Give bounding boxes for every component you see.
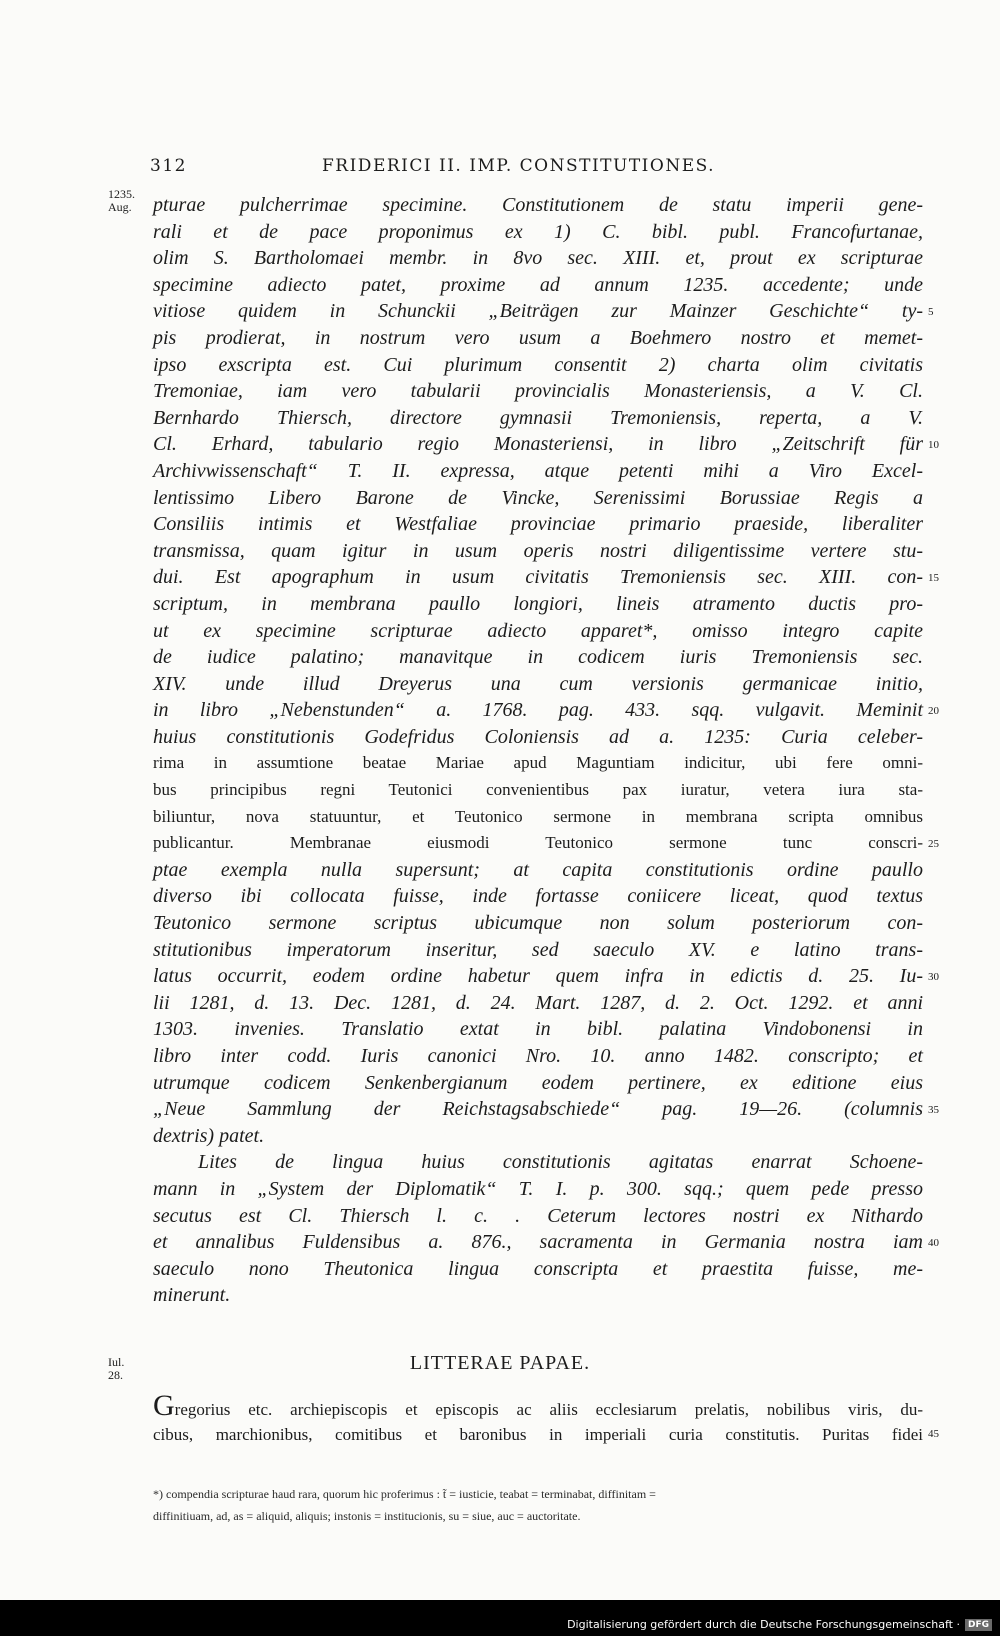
footnote [153,1483,923,1527]
text-line: rali et de pace proponimus ex 1) C. bibl. publ. Francofurtanae, [153,220,923,243]
text-line: ut ex specimine scripturae adiecto apparet*, omisso integro capite [153,619,923,642]
running-title: FRIDERICI II. IMP. CONSTITUTIONES. [322,156,716,176]
letter-text [153,1389,923,1448]
digitization-credit [567,1618,992,1631]
text-line: scriptum, in membrana paullo longiori, lineis atramento ductis pro- [153,592,923,615]
text-line: de iudice palatino; manavitque in codicem iuris Tremoniensis sec. [153,646,923,669]
text-line: latus occurrit, eodem ordine habetur quem infra in edictis d. 25. Iu- [153,965,923,988]
text-line: et annalibus Fuldensibus a. 876., sacramenta in Germania nostra iam [153,1231,923,1254]
text-line: pis prodierat, in nostrum vero usum a Boehmero nostro et memet- [153,326,923,349]
text-line: specimine adiecto patet, proxime ad annum 1235. accedente; unde [153,273,923,296]
credit-text: Digitalisierung gefördert durch die Deutsche Forschungsgemeinschaft · [567,1618,960,1631]
text-line: Archivwissenschaft“ T. II. expressa, atque petenti mihi a Viro Excel- [153,459,923,482]
page-number: 312 [150,156,187,176]
text-line: secutus est Cl. Thiersch l. c. . Ceterum lectores nostri ex Nithardo [153,1204,923,1227]
text-line: Bernhardo Thiersch, directore gymnasii Tremoniensis, reperta, a V. [153,406,923,429]
text-line: libro inter codd. Iuris canonici Nro. 10. anno 1482. conscripto; et [153,1045,923,1067]
text-line: dextris) patet. [153,1124,265,1147]
line-number: 30 [928,971,939,984]
line-number: 10 [928,439,939,452]
text-line: bus principibus regni Teutonici convenientibus pax iuratur, vetera iura sta- [153,780,923,800]
text-line: olim S. Bartholomaei membr. in 8vo sec. XIII. et, prout ex scripturae [153,247,923,270]
section-margin-day: 28. [108,1368,123,1382]
text-line: Cl. Erhard, tabulario regio Monasteriensi, in libro „Zeitschrift für [153,433,923,456]
text-line: publicantur. Membranae eiusmodi Teutonico sermone tunc conscri- [153,833,923,853]
text-line: pturae pulcherrimae specimine. Constitutionem de statu imperii gene- [153,194,923,216]
text-line: Teutonico sermone scriptus ubicumque non solum posteriorum con- [153,912,923,935]
running-header [150,156,920,180]
margin-year: 1235. [108,187,135,201]
line-number: 45 [928,1428,939,1440]
text-line: Consiliis intimis et Westfaliae provinciae primario praeside, liberaliter [153,513,923,536]
section-title: LITTERAE PAPAE. [409,1352,591,1374]
margin-date [108,188,135,214]
section-margin-month: Iul. [108,1355,125,1369]
footnote-line: *) compendia scripturae haud rara, quorum hic proferimus : t̃ = iusticie, teabat = terminabat, diffinitam = [153,1487,656,1501]
text-line: ipso exscripta est. Cui plurimum consentit 2) charta olim civitatis [153,353,923,376]
text-line: mann in „System der Diplomatik“ T. I. p. 300. sqq.; quem pede presso [153,1177,923,1200]
text-line: rima in assumtione beatae Mariae apud Maguntiam indicitur, ubi fere omni- [153,753,923,773]
text-line: utrumque codicem Senkenbergianum eodem pertinere, ex editione eius [153,1071,923,1094]
text-line: transmissa, quam igitur in usum operis nostri diligentissime vertere stu- [153,539,923,562]
text-line: Lites de lingua huius constitutionis agitatas enarrat Schoene- [198,1151,923,1174]
line-number: 15 [928,572,939,585]
text-line: lentissimo Libero Barone de Vincke, Serenissimi Borussiae Regis a [153,486,923,509]
text-line: Tremoniae, iam vero tabularii provincialis Monasteriensis, a V. Cl. [153,380,923,403]
letter-line: cibus, marchionibus, comitibus et baronibus in imperiali curia constitutis. Puritas fidei [153,1425,923,1444]
text-line: ptae exempla nulla supersunt; at capita constitutionis ordine paullo [153,858,923,881]
footnote-line: diffinitiuam, ad, as = aliquid, aliquis; instonis = institucionis, su = siue, auc = auctoritate. [153,1509,581,1523]
main-text [153,192,923,1309]
text-line: huius constitutionis Godefridus Coloniensis ad a. 1235: Curia celeber- [153,725,923,748]
text-line: biliuntur, nova statuuntur, et Teutonico sermone in membrana scripta omnibus [153,806,923,826]
line-number: 25 [928,838,939,851]
text-line: lii 1281, d. 13. Dec. 1281, d. 24. Mart. 1287, d. 2. Oct. 1292. et anni [153,991,923,1014]
text-line: stitutionibus imperatorum inseritur, sed saeculo XV. e latino trans- [153,938,923,961]
text-line: 1303. invenies. Translatio extat in bibl. palatina Vindobonensi in [153,1018,923,1041]
text-line: in libro „Nebenstunden“ a. 1768. pag. 433. sqq. vulgavit. Meminit [153,699,923,722]
letter-line [153,1389,923,1422]
line-number: 35 [928,1104,939,1117]
text-line: XIV. unde illud Dreyerus una cum versionis germanicae initio, [153,672,923,695]
line-number: 20 [928,705,939,718]
text-line: diverso ibi collocata fuisse, inde fortasse coniicere liceat, quod textus [153,885,923,908]
text-line: saeculo nono Theutonica lingua conscripta et praestita fuisse, me- [153,1257,923,1280]
drop-cap: G [153,1389,175,1422]
text-line: minerunt. [153,1284,231,1307]
text-line: „Neue Sammlung der Reichstagsabschiede“ pag. 19—26. (columnis [153,1098,923,1121]
letter-line-1-text: regorius etc. archiepiscopis et episcopis ac aliis ecclesiarum prelatis, nobilibus viris, du- [174,1400,923,1419]
text-line: vitiose quidem in Schunckii „Beiträgen zur Mainzer Geschichte“ ty- [153,300,923,323]
text-line: dui. Est apographum in usum civitatis Tremoniensis sec. XIII. con- [153,566,923,589]
dfg-logo: DFG [965,1619,992,1631]
margin-month: Aug. [108,200,132,214]
line-number: 5 [928,306,934,319]
line-number: 40 [928,1237,939,1250]
